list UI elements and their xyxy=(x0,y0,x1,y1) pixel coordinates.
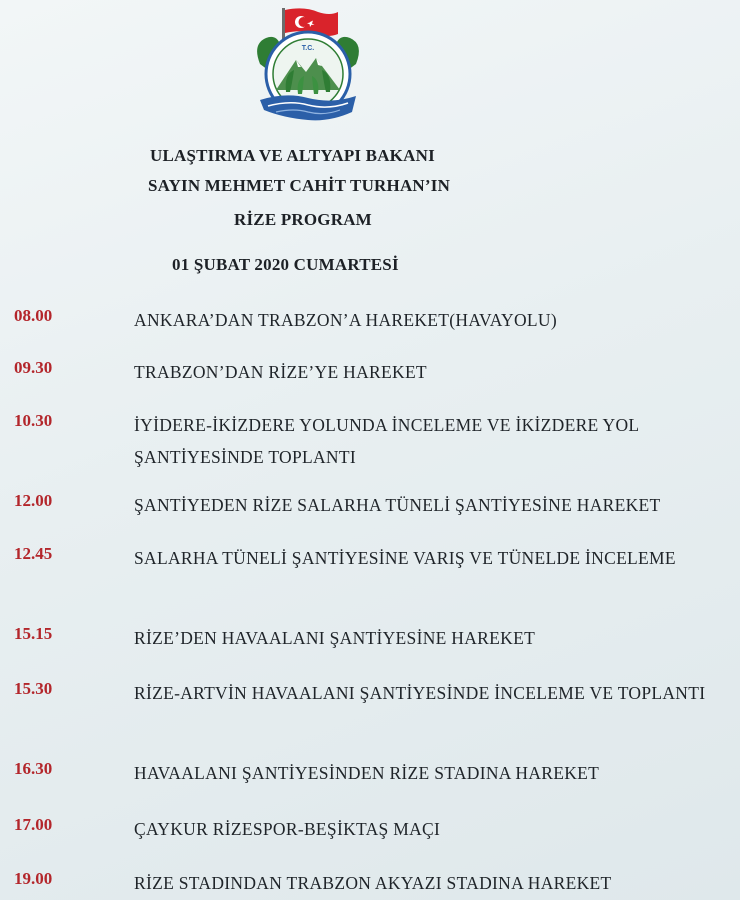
schedule-time: 15.15 xyxy=(14,624,53,643)
page-title-line-3: RİZE PROGRAM xyxy=(234,210,372,229)
schedule-description: SALARHA TÜNELİ ŞANTİYESİNE VARIŞ VE TÜNELDE İNCELEME xyxy=(134,548,676,568)
schedule-time: 15.30 xyxy=(14,679,53,698)
program-date: 01 ŞUBAT 2020 CUMARTESİ xyxy=(172,255,399,274)
schedule-time: 19.00 xyxy=(14,869,53,888)
page-title-line-2: SAYIN MEHMET CAHİT TURHAN’IN xyxy=(148,176,451,195)
schedule-description: İYİDERE-İKİZDERE YOLUNDA İNCELEME VE İKİZDERE YOL ŞANTİYESİNDE TOPLANTI xyxy=(134,415,639,467)
schedule-time: 10.30 xyxy=(14,411,53,430)
rize-valiligi-emblem-icon xyxy=(246,4,370,134)
schedule-time: 17.00 xyxy=(14,815,53,834)
schedule-description: HAVAALANI ŞANTİYESİNDEN RİZE STADINA HAREKET xyxy=(134,763,600,783)
page-title-line-1: ULAŞTIRMA VE ALTYAPI BAKANI xyxy=(150,146,435,165)
schedule-time: 09.30 xyxy=(14,358,53,377)
schedule-time: 12.45 xyxy=(14,544,53,563)
schedule-time: 16.30 xyxy=(14,759,53,778)
schedule-description: RİZE-ARTVİN HAVAALANI ŞANTİYESİNDE İNCELEME VE TOPLANTI xyxy=(134,683,706,703)
schedule-description: TRABZON’DAN RİZE’YE HAREKET xyxy=(134,362,427,382)
schedule-time: 12.00 xyxy=(14,491,53,510)
svg-text:T.C.: T.C. xyxy=(301,45,315,52)
schedule-description: ÇAYKUR RİZESPOR-BEŞİKTAŞ MAÇI xyxy=(134,819,441,839)
schedule-description: RİZE STADINDAN TRABZON AKYAZI STADINA HAREKET xyxy=(134,873,612,893)
schedule-description: ANKARA’DAN TRABZON’A HAREKET(HAVAYOLU) xyxy=(134,310,557,330)
schedule-time: 08.00 xyxy=(14,306,53,325)
schedule-description: RİZE’DEN HAVAALANI ŞANTİYESİNE HAREKET xyxy=(134,628,536,648)
schedule-description: ŞANTİYEDEN RİZE SALARHA TÜNELİ ŞANTİYESİNE HAREKET xyxy=(134,495,661,515)
